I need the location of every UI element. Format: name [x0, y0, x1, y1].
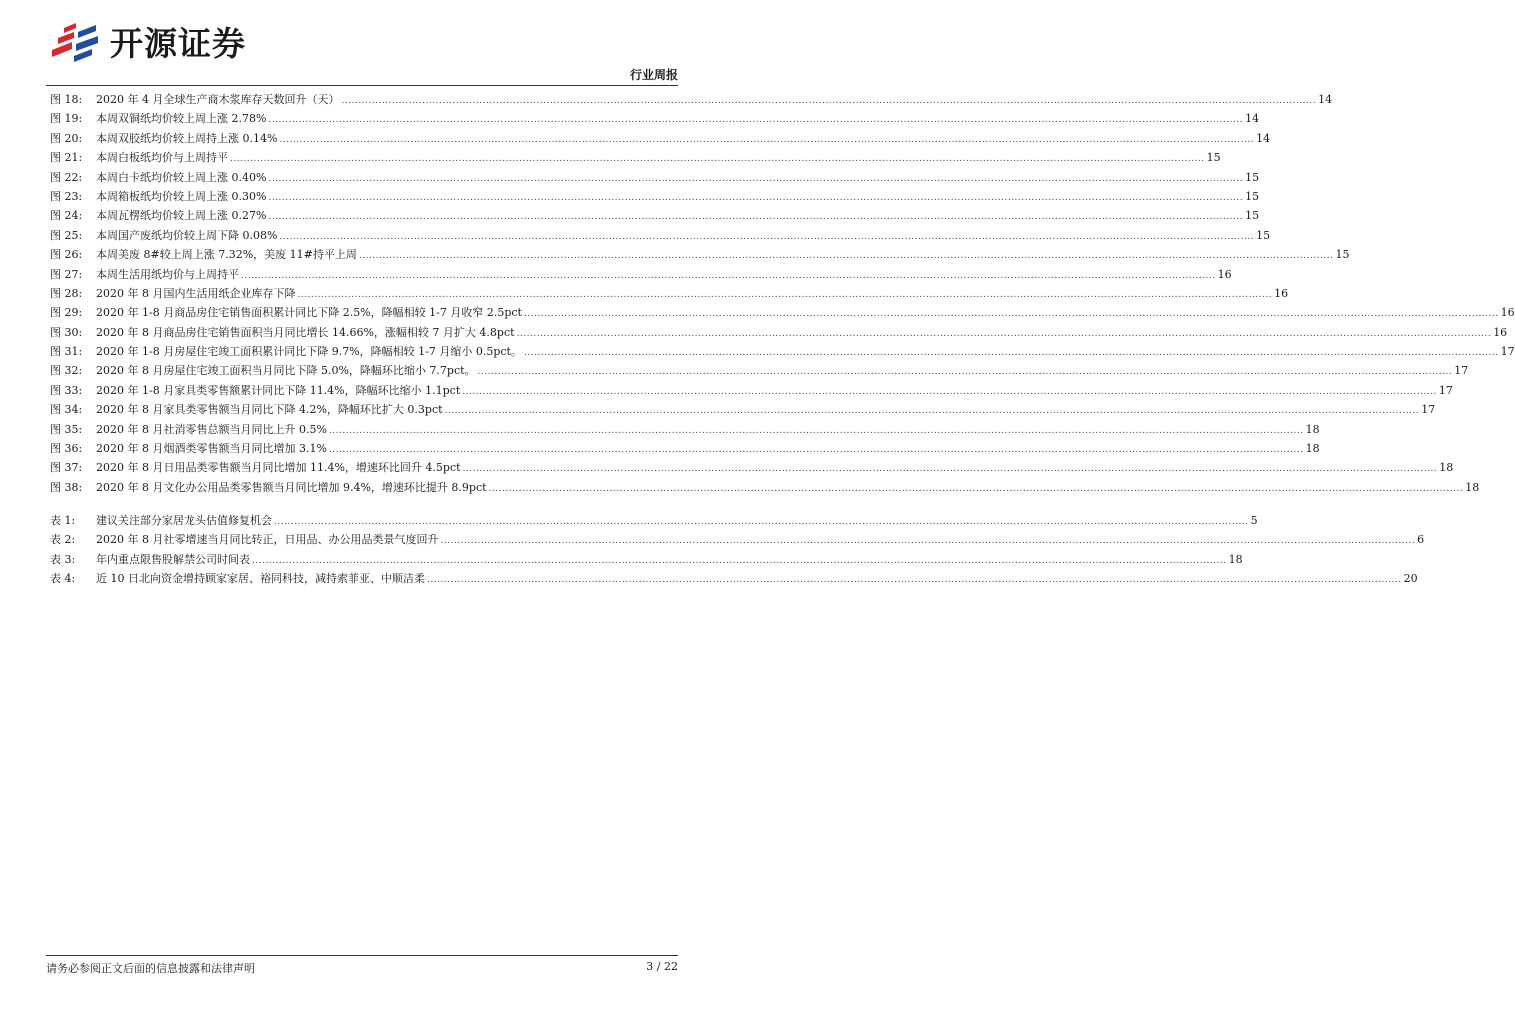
leader-dots	[517, 329, 1492, 339]
leader-dots	[268, 212, 1243, 222]
leader-dots	[329, 426, 1304, 436]
footer-disclaimer: 请务必参阅正文后面的信息披露和法律声明	[46, 962, 255, 975]
leader-dots	[462, 387, 1437, 397]
entry-page-number: 14	[1245, 112, 1260, 126]
entry-label: 表 3:	[50, 552, 76, 566]
leader-dots	[274, 517, 1249, 527]
entry-page-number: 15	[1335, 248, 1350, 262]
toc-entry[interactable]	[50, 246, 1350, 265]
entry-title: 2020 年 8 月房屋住宅竣工面积当月同比下降 5.0%，降幅环比缩小 7.7pct。	[96, 364, 476, 378]
leader-dots	[268, 174, 1243, 184]
table-list	[50, 512, 1425, 590]
entry-page-number: 18	[1228, 552, 1243, 566]
entry-label: 图 23:	[50, 189, 83, 203]
entry-label: 图 38:	[50, 480, 83, 494]
entry-label: 图 30:	[50, 325, 83, 339]
entry-title: 2020 年 8 月日用品类零售额当月同比增加 11.4%，增速环比回升 4.5pct	[96, 461, 461, 475]
leader-dots	[329, 445, 1304, 455]
entry-title: 本周双铜纸均价较上周上涨 2.78%	[96, 112, 267, 126]
entry-label: 图 20:	[50, 131, 83, 145]
toc-entry[interactable]	[50, 401, 1436, 420]
entry-title: 近 10 日北向资金增持顾家家居、裕同科技，减持索菲亚、中顺洁柔	[96, 572, 425, 586]
brand-logo	[46, 18, 246, 65]
leader-dots	[478, 367, 1453, 377]
entry-page-number: 15	[1245, 170, 1260, 184]
leader-dots	[279, 232, 1254, 242]
entry-title: 建议关注部分家居龙头估值修复机会	[96, 514, 272, 527]
entry-label: 图 27:	[50, 267, 83, 281]
entry-title: 本周白板纸均价与上周持平	[96, 151, 228, 165]
leader-dots	[440, 536, 1415, 546]
leader-dots	[297, 290, 1272, 300]
figure-list	[50, 91, 1515, 498]
entry-page-number: 17	[1500, 345, 1515, 359]
entry-label: 图 28:	[50, 286, 83, 300]
leader-dots	[445, 406, 1420, 416]
entry-page-number: 16	[1500, 306, 1515, 320]
entry-title: 2020 年 1-8 月商品房住宅销售面积累计同比下降 2.5%，降幅相较 1-7 月收窄 2.5pct	[96, 306, 522, 320]
entry-title: 本周瓦楞纸均价较上周上涨 0.27%	[96, 209, 267, 223]
toc-entry[interactable]	[50, 169, 1260, 188]
toc-entry[interactable]	[50, 570, 1418, 589]
toc-entry[interactable]	[50, 91, 1333, 110]
toc-entry[interactable]	[50, 479, 1480, 498]
leader-dots	[241, 271, 1216, 281]
toc-entry[interactable]	[50, 227, 1271, 246]
entry-title: 2020 年 8 月社零增速当月同比转正，日用品、办公用品类景气度回升	[96, 533, 439, 547]
toc-entry[interactable]	[50, 343, 1515, 362]
entry-title: 2020 年 1-8 月房屋住宅竣工面积累计同比下降 9.7%，降幅相较 1-7 月缩小 0.5pct。	[96, 345, 522, 359]
entry-page-number: 17	[1438, 383, 1453, 397]
table-index	[50, 512, 1425, 590]
figure-index	[50, 91, 1515, 498]
leader-dots	[524, 348, 1499, 358]
entry-label: 图 32:	[50, 364, 83, 378]
entry-label: 表 2:	[50, 533, 76, 547]
entry-label: 图 26:	[50, 248, 83, 262]
leader-dots	[524, 309, 1499, 319]
entry-page-number: 15	[1206, 151, 1221, 165]
toc-entry[interactable]	[50, 149, 1221, 168]
entry-page-number: 14	[1256, 131, 1271, 145]
entry-label: 图 37:	[50, 461, 83, 475]
toc-entry[interactable]	[50, 551, 1243, 570]
entry-label: 图 29:	[50, 306, 83, 320]
entry-title: 2020 年 8 月文化办公用品类零售额当月同比增加 9.4%，增速环比提升 8.9pct	[96, 480, 487, 494]
entry-page-number: 15	[1245, 189, 1260, 203]
entry-label: 图 25:	[50, 228, 83, 242]
toc-entry[interactable]	[50, 285, 1289, 304]
entry-page-number: 15	[1256, 228, 1271, 242]
entry-label: 图 19:	[50, 112, 83, 126]
entry-label: 图 35:	[50, 422, 83, 436]
entry-title: 2020 年 1-8 月家具类零售额累计同比下降 11.4%，降幅环比缩小 1.1pct	[96, 383, 461, 397]
entry-label: 图 21:	[50, 151, 83, 165]
toc-entry[interactable]	[50, 382, 1453, 401]
entry-page-number: 16	[1493, 325, 1508, 339]
entry-label: 图 34:	[50, 403, 83, 417]
entry-page-number: 16	[1274, 286, 1289, 300]
entry-page-number: 14	[1318, 93, 1333, 106]
toc-entry[interactable]	[50, 421, 1320, 440]
leader-dots	[279, 135, 1254, 145]
entry-label: 表 1:	[50, 514, 76, 527]
toc-entry[interactable]	[50, 362, 1469, 381]
toc-entry[interactable]	[50, 531, 1425, 550]
entry-title: 本周美废 8#较上周上涨 7.32%，美废 11#持平上周	[96, 248, 357, 262]
entry-title: 本周生活用纸均价与上周持平	[96, 267, 239, 281]
entry-page-number: 17	[1454, 364, 1469, 378]
toc-entry[interactable]	[50, 207, 1260, 226]
entry-page-number: 16	[1217, 267, 1232, 281]
toc-entry[interactable]	[50, 512, 1258, 531]
toc-entry[interactable]	[50, 459, 1454, 478]
toc-entry[interactable]	[50, 324, 1508, 343]
toc-entry[interactable]	[50, 440, 1320, 459]
entry-page-number: 18	[1465, 480, 1480, 494]
entry-title: 2020 年 8 月国内生活用纸企业库存下降	[96, 286, 296, 300]
entry-label: 表 4:	[50, 572, 76, 586]
entry-title: 本周箱板纸均价较上周上涨 0.30%	[96, 189, 267, 203]
leader-dots	[463, 464, 1438, 474]
report-type: 行业周报	[629, 68, 678, 82]
entry-page-number: 5	[1250, 514, 1258, 527]
leader-dots	[268, 193, 1243, 203]
entry-title: 本周双胶纸均价较上周持上涨 0.14%	[96, 131, 278, 145]
leader-dots	[252, 556, 1227, 566]
entry-page-number: 15	[1245, 209, 1260, 223]
entry-title: 2020 年 8 月商品房住宅销售面积当月同比增长 14.66%，涨幅相较 7 月扩大 4.8pct	[96, 325, 515, 339]
leader-dots	[341, 96, 1316, 106]
leader-dots	[359, 251, 1334, 261]
kaiyuan-logo-icon	[46, 22, 104, 62]
entry-title: 2020 年 4 月全球生产商木浆库存天数回升（天）	[96, 93, 340, 106]
toc-entry[interactable]	[50, 188, 1260, 207]
toc-entry[interactable]	[50, 304, 1515, 323]
toc-entry[interactable]	[50, 266, 1232, 285]
entry-page-number: 18	[1305, 442, 1320, 456]
entry-title: 年内重点限售股解禁公司时间表	[96, 552, 250, 566]
entry-title: 本周国产废纸均价较上周下降 0.08%	[96, 228, 278, 242]
leader-dots	[268, 115, 1243, 125]
leader-dots	[489, 484, 1464, 494]
entry-label: 图 22:	[50, 170, 83, 184]
entry-label: 图 33:	[50, 383, 83, 397]
entry-label: 图 36:	[50, 442, 83, 456]
entry-label: 图 18:	[50, 93, 83, 106]
page-indicator: 3 / 22	[646, 960, 678, 973]
leader-dots	[230, 154, 1205, 164]
entry-page-number: 20	[1403, 572, 1418, 586]
entry-page-number: 18	[1439, 461, 1454, 475]
entry-title: 本周白卡纸均价较上周上涨 0.40%	[96, 170, 267, 184]
footer-divider	[46, 955, 678, 956]
entry-page-number: 6	[1417, 533, 1425, 547]
brand-name: 开源证券	[110, 24, 246, 63]
entry-label: 图 24:	[50, 209, 83, 223]
entry-title: 2020 年 8 月社消零售总额当月同比上升 0.5%	[96, 422, 327, 436]
entry-page-number: 18	[1305, 422, 1320, 436]
entry-label: 图 31:	[50, 345, 83, 359]
entry-title: 2020 年 8 月家具类零售额当月同比下降 4.2%，降幅环比扩大 0.3pct	[96, 403, 443, 417]
entry-page-number: 17	[1421, 403, 1436, 417]
header-divider	[46, 85, 678, 86]
toc-entry[interactable]	[50, 130, 1271, 149]
toc-entry[interactable]	[50, 110, 1260, 129]
entry-title: 2020 年 8 月烟酒类零售额当月同比增加 3.1%	[96, 442, 327, 456]
leader-dots	[427, 575, 1402, 585]
